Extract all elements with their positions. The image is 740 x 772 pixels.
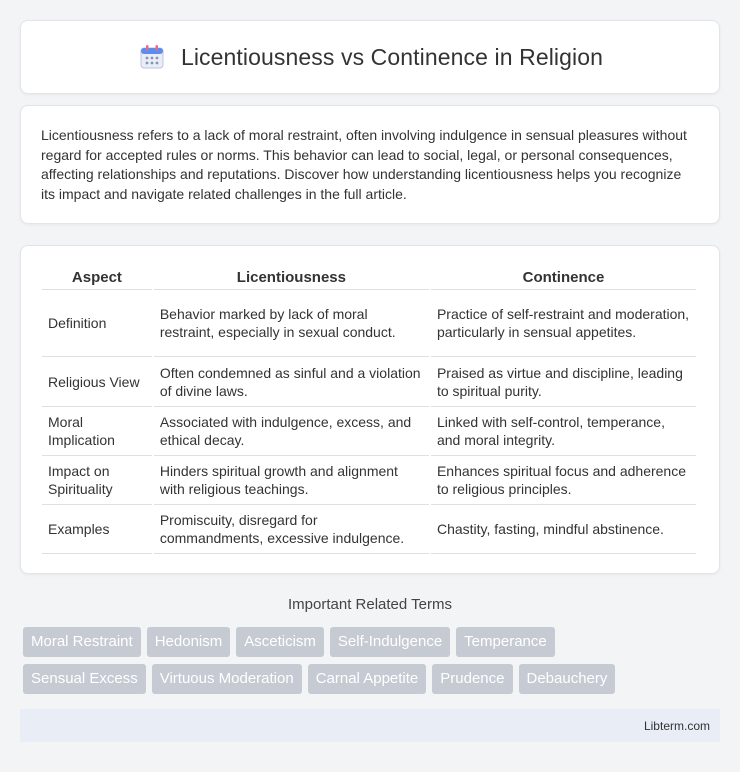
- row-continence: Enhances spiritual focus and adherence to religious principles.: [431, 456, 696, 505]
- table-row: [42, 407, 696, 456]
- row-licentiousness: Often condemned as sinful and a violation of divine laws.: [154, 357, 429, 407]
- footer: [20, 709, 720, 742]
- tag-row: [23, 664, 723, 694]
- calendar-icon: [137, 42, 167, 72]
- tag-moral-restraint[interactable]: Moral Restraint: [23, 627, 141, 657]
- related-terms-list: [23, 627, 723, 701]
- row-licentiousness: Behavior marked by lack of moral restraint, especially in sexual conduct.: [154, 290, 429, 357]
- row-aspect: Impact on Spirituality: [42, 456, 152, 505]
- tag-temperance[interactable]: Temperance: [456, 627, 555, 657]
- intro-text: Licentiousness refers to a lack of moral restraint, often involving indulgence in sensual pleasures without regard for accepted rules or norms. This behavior can lead to social, legal, or personal consequences, affecting relationships and reputations. Discover how understanding licentiousness helps you recognize its impact and navigate related challenges in the full article.: [41, 127, 687, 202]
- header-licentiousness: Licentiousness: [154, 268, 429, 290]
- row-licentiousness: Associated with indulgence, excess, and ethical decay.: [154, 407, 429, 456]
- table-header-row: [42, 268, 696, 290]
- header-card: [20, 20, 720, 94]
- table-row: [42, 290, 696, 357]
- tag-asceticism[interactable]: Asceticism: [236, 627, 324, 657]
- row-aspect: Examples: [42, 505, 152, 554]
- table-row: [42, 357, 696, 407]
- header-aspect: Aspect: [42, 268, 152, 290]
- header: [137, 42, 603, 72]
- tag-carnal-appetite[interactable]: Carnal Appetite: [308, 664, 427, 694]
- comparison-table-card: [20, 245, 720, 574]
- row-licentiousness: Promiscuity, disregard for commandments, excessive indulgence.: [154, 505, 429, 554]
- row-licentiousness: Hinders spiritual growth and alignment with religious teachings.: [154, 456, 429, 505]
- tag-sensual-excess[interactable]: Sensual Excess: [23, 664, 146, 694]
- page-title: Licentiousness vs Continence in Religion: [180, 43, 604, 70]
- row-continence: Chastity, fasting, mindful abstinence.: [431, 505, 696, 554]
- row-continence: Practice of self-restraint and moderation, particularly in sensual appetites.: [431, 290, 696, 357]
- row-continence: Linked with self-control, temperance, and moral integrity.: [431, 407, 696, 456]
- intro-card: [20, 105, 720, 224]
- row-aspect: Moral Implication: [42, 407, 152, 456]
- row-aspect: Religious View: [42, 357, 152, 407]
- tag-row: [23, 627, 723, 657]
- table-row: [42, 505, 696, 554]
- row-aspect: Definition: [42, 290, 152, 357]
- table-row: [42, 456, 696, 505]
- tag-prudence[interactable]: Prudence: [432, 664, 512, 694]
- row-continence: Praised as virtue and discipline, leading to spiritual purity.: [431, 357, 696, 407]
- tag-self-indulgence[interactable]: Self-Indulgence: [330, 627, 450, 657]
- tag-virtuous-moderation[interactable]: Virtuous Moderation: [152, 664, 302, 694]
- tag-debauchery[interactable]: Debauchery: [519, 664, 616, 694]
- related-terms-title: Important Related Terms: [288, 596, 452, 613]
- footer-site-link[interactable]: Libterm.com: [643, 718, 710, 733]
- comparison-table: [40, 268, 698, 554]
- header-continence: Continence: [431, 268, 696, 290]
- tag-hedonism[interactable]: Hedonism: [147, 627, 231, 657]
